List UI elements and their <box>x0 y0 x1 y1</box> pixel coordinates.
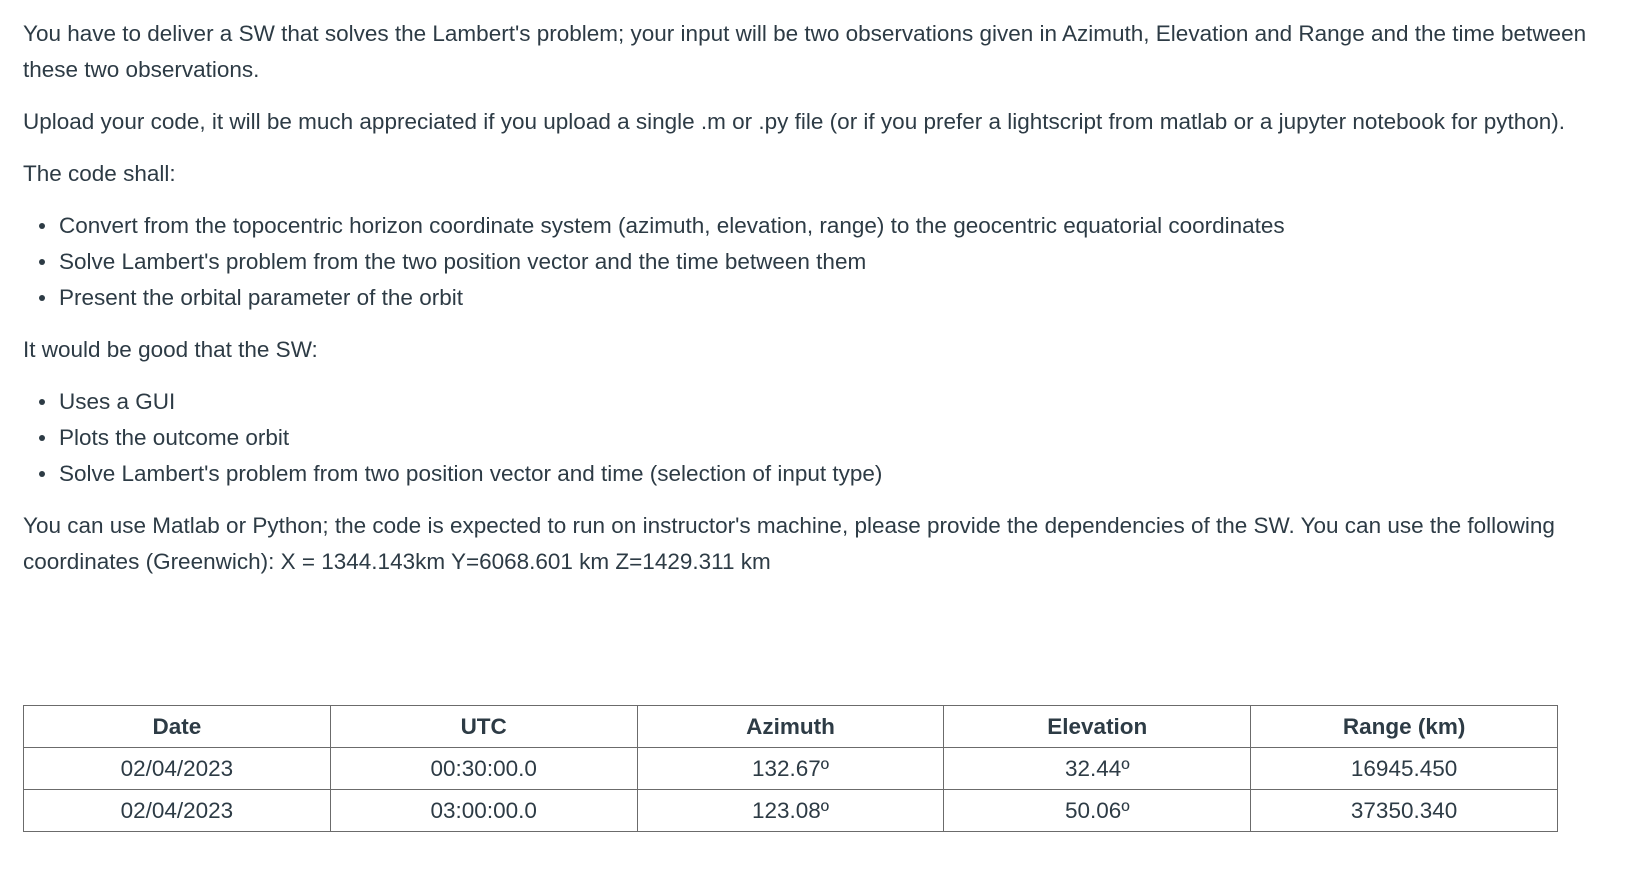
upload-paragraph: Upload your code, it will be much appreciated if you upload a single .m or .py file (or if you prefer a lightscript from matlab or a jupyter notebook for python). <box>23 109 1566 134</box>
table-row <box>24 748 1558 790</box>
table-row <box>24 790 1558 832</box>
header-date: Date <box>24 706 331 748</box>
cell-azimuth: 132.67º <box>637 748 944 790</box>
cell-elevation: 50.06º <box>944 790 1251 832</box>
list-item: Plots the outcome orbit <box>59 420 1608 456</box>
table-header-row <box>24 706 1558 748</box>
requirements-heading: The code shall: <box>23 161 176 186</box>
header-range: Range (km) <box>1251 706 1558 748</box>
list-item: Solve Lambert's problem from two position vector and time (selection of input type) <box>59 456 1608 492</box>
header-azimuth: Azimuth <box>637 706 944 748</box>
optional-list <box>23 384 1608 492</box>
cell-elevation: 32.44º <box>944 748 1251 790</box>
observations-table <box>23 705 1558 832</box>
list-item: Present the orbital parameter of the orbit <box>59 280 1608 316</box>
cell-range: 37350.340 <box>1251 790 1558 832</box>
usage-paragraph: You can use Matlab or Python; the code is expected to run on instructor's machine, please provide the dependencies of the SW. You can use the following coordinates (Greenwich): X = 1344.143km Y=6068.601 km Z=1429.311 km <box>23 513 1555 574</box>
cell-utc: 00:30:00.0 <box>330 748 637 790</box>
optional-heading: It would be good that the SW: <box>23 337 318 362</box>
cell-range: 16945.450 <box>1251 748 1558 790</box>
header-utc: UTC <box>330 706 637 748</box>
cell-utc: 03:00:00.0 <box>330 790 637 832</box>
list-item: Solve Lambert's problem from the two position vector and the time between them <box>59 244 1608 280</box>
intro-paragraph: You have to deliver a SW that solves the Lambert's problem; your input will be two observations given in Azimuth, Elevation and Range and the time between these two observations. <box>23 21 1587 82</box>
requirements-list <box>23 208 1608 316</box>
cell-date: 02/04/2023 <box>24 790 331 832</box>
list-item: Convert from the topocentric horizon coordinate system (azimuth, elevation, range) to the geocentric equatorial coordinates <box>59 208 1608 244</box>
list-item: Uses a GUI <box>59 384 1608 420</box>
cell-date: 02/04/2023 <box>24 748 331 790</box>
assignment-content <box>23 16 1608 580</box>
header-elevation: Elevation <box>944 706 1251 748</box>
cell-azimuth: 123.08º <box>637 790 944 832</box>
